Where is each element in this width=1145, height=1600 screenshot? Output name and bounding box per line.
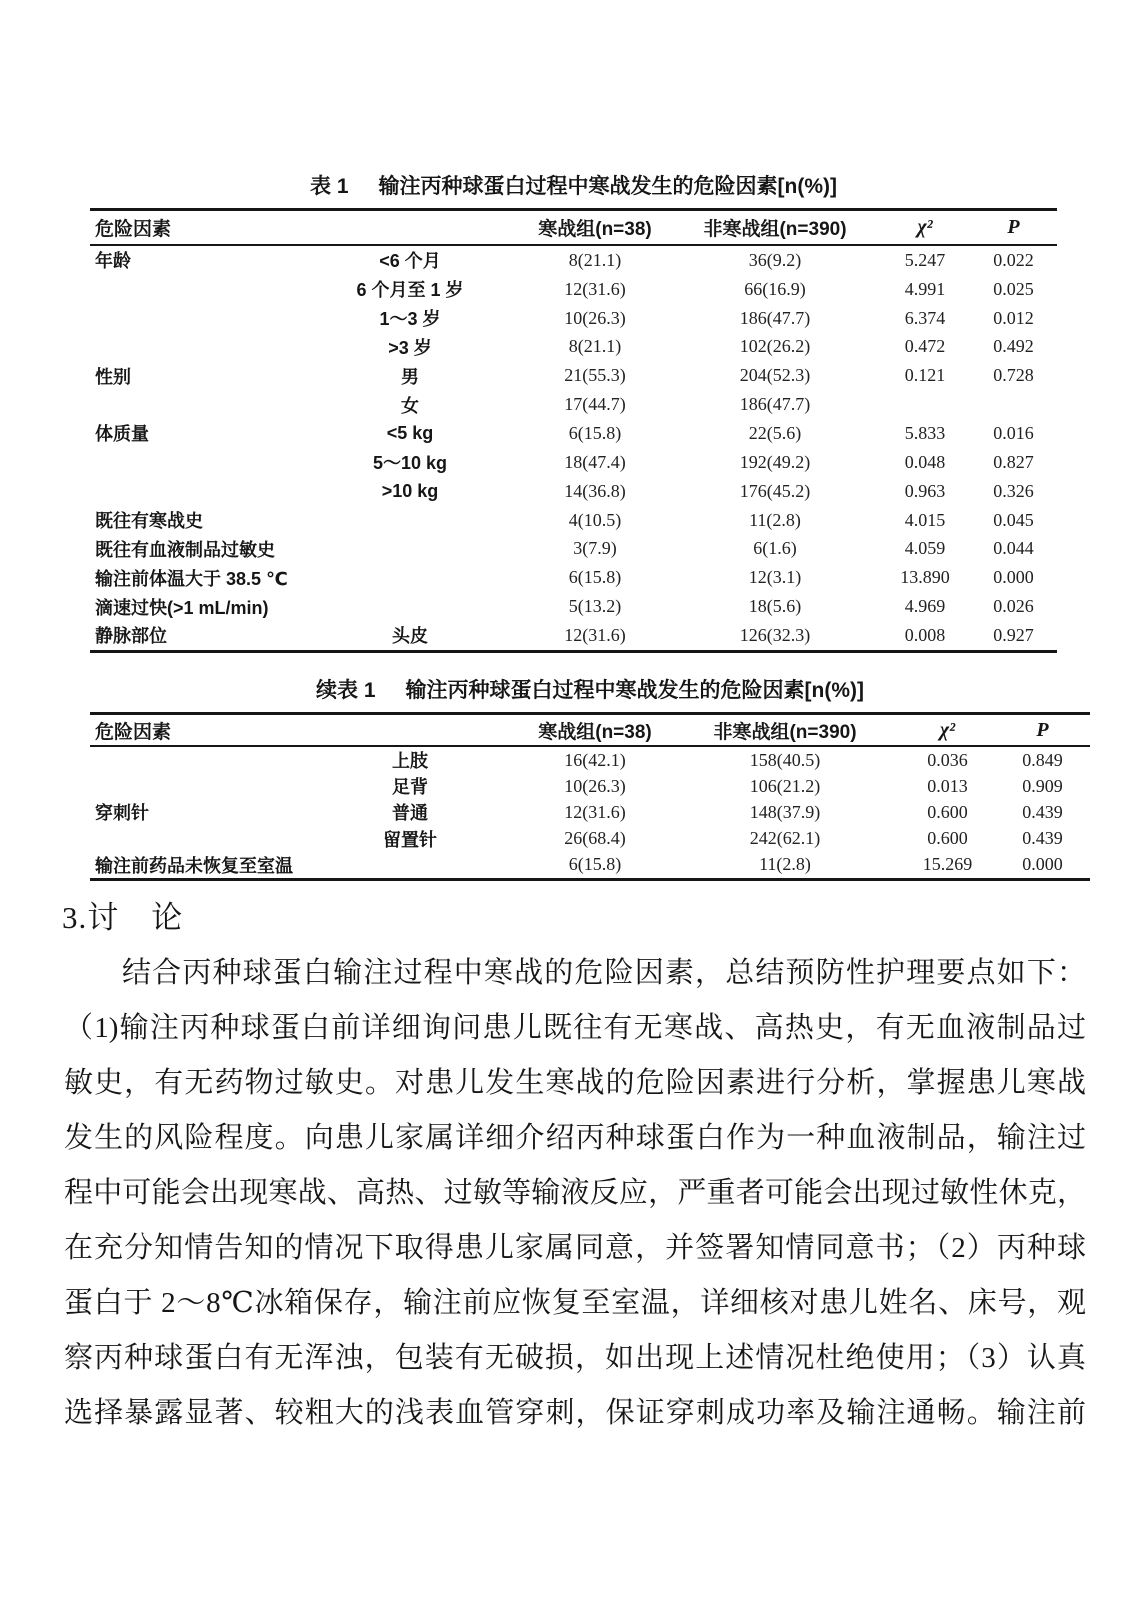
table-cell: 足背 <box>392 777 428 798</box>
table-cell: 0.045 <box>993 509 1034 530</box>
table-cell: 0.849 <box>1022 749 1063 770</box>
table-2-caption <box>90 674 1090 704</box>
table-cell: 8(21.1) <box>568 249 622 270</box>
table-cell: <5 kg <box>386 422 434 443</box>
risk-factor-table-1 <box>90 208 1057 653</box>
table-cell: >10 kg <box>381 480 439 501</box>
table-cell: 危险因素 <box>95 219 172 240</box>
table-cell: 6 个月至 1 岁 <box>356 280 464 301</box>
table-row <box>90 390 1057 419</box>
table-cell: 106(21.2) <box>749 775 821 796</box>
table-cell: 0.439 <box>1022 828 1063 849</box>
table-cell: 头皮 <box>392 626 428 647</box>
table-1-block <box>90 170 1057 653</box>
paragraph-line: 蛋白于 2～8℃冰箱保存，输注前应恢复至室温，详细核对患儿姓名、床号，观 <box>64 1287 1086 1319</box>
table-cell: 204(52.3) <box>739 365 811 386</box>
table-row <box>90 477 1057 506</box>
paragraph-line: 察丙种球蛋白有无浑浊，包装有无破损，如出现上述情况杜绝使用；（3）认真 <box>64 1342 1086 1374</box>
table-2-caption-label: 续表 1 <box>316 679 376 702</box>
paragraph-line: 结合丙种球蛋白输注过程中寒战的危险因素，总结预防性护理要点如下： <box>122 957 1086 989</box>
table-cell: 0.000 <box>1022 854 1063 875</box>
table-row <box>90 333 1057 362</box>
table-cell: 0.121 <box>904 365 946 386</box>
paragraph-line: 发生的风险程度。向患儿家属详细介绍丙种球蛋白作为一种血液制品，输注过 <box>64 1122 1086 1154</box>
table-cell: 男 <box>401 366 419 387</box>
table-cell: 36(9.2) <box>748 249 802 270</box>
paragraph-line: 在充分知情告知的情况下取得患儿家属同意，并签署知情同意书；（2）丙种球 <box>64 1232 1086 1264</box>
table-2-header <box>90 715 1090 747</box>
table-row <box>90 563 1057 592</box>
table-cell: 0.025 <box>993 278 1034 299</box>
table-cell: 15.269 <box>922 854 973 875</box>
table-cell: 4.991 <box>904 278 946 299</box>
table-cell: 4.015 <box>904 509 946 530</box>
table-cell: <6 个月 <box>379 251 441 272</box>
table-cell: 6(1.6) <box>753 538 797 559</box>
table-row <box>90 592 1057 621</box>
table-row <box>90 419 1057 448</box>
table-cell: >3 岁 <box>388 337 432 358</box>
table-cell: 102(26.2) <box>739 336 811 357</box>
table-1-caption <box>90 170 1057 200</box>
table-cell: 非寒战组(n=390) <box>703 219 847 240</box>
table-cell: 8(21.1) <box>568 336 622 357</box>
table-1-body <box>90 246 1057 650</box>
table-row <box>90 361 1057 390</box>
table-cell: 5(13.2) <box>568 596 622 617</box>
table-cell: 女 <box>401 395 419 416</box>
table-cell: 126(32.3) <box>739 624 811 645</box>
table-cell: 242(62.1) <box>749 828 821 849</box>
table-cell: P <box>1036 718 1049 741</box>
table-row <box>90 799 1090 825</box>
table-row <box>90 534 1057 563</box>
table-cell: 非寒战组(n=390) <box>713 721 857 743</box>
table-cell: 0.044 <box>993 538 1034 559</box>
risk-factor-table-2 <box>90 712 1090 881</box>
table-cell: 5.833 <box>904 422 946 443</box>
table-header-row <box>90 211 1057 244</box>
paragraph-line: 程中可能会出现寒战、高热、过敏等输液反应，严重者可能会出现过敏性休克， <box>64 1177 1086 1209</box>
table-cell: 12(31.6) <box>564 624 626 645</box>
table-cell: 3(7.9) <box>573 538 617 559</box>
table-cell: 12(3.1) <box>748 567 802 588</box>
table-row <box>90 246 1057 275</box>
table-cell: 11(2.8) <box>759 854 811 875</box>
table-cell: 5.247 <box>904 249 946 270</box>
table-row <box>90 275 1057 304</box>
table-cell: 0.439 <box>1022 801 1063 822</box>
table-2-block <box>90 674 1090 881</box>
table-cell: 192(49.2) <box>739 451 811 472</box>
table-cell: 普通 <box>392 803 428 824</box>
table-row <box>90 773 1090 799</box>
table-cell: 0.016 <box>993 422 1034 443</box>
table-row <box>90 304 1057 333</box>
table-cell: 186(47.7) <box>739 394 811 415</box>
table-cell: 11(2.8) <box>749 509 801 530</box>
table-1-header <box>90 211 1057 246</box>
table-row <box>90 506 1057 535</box>
table-cell: 寒战组(n=38) <box>538 721 652 743</box>
table-cell: 0.472 <box>904 336 946 357</box>
table-cell: P <box>1007 216 1020 238</box>
table-cell: 22(5.6) <box>748 422 802 443</box>
table-cell: 滴速过快(>1 mL/min) <box>95 597 269 618</box>
table-row <box>90 448 1057 477</box>
table-cell: 0.022 <box>993 249 1034 270</box>
table-cell: 0.013 <box>927 775 968 796</box>
table-cell: 0.026 <box>993 596 1034 617</box>
table-cell: 性别 <box>95 366 131 387</box>
table-cell: 186(47.7) <box>739 307 811 328</box>
discussion-paragraph <box>64 946 1086 1441</box>
table-cell: 21(55.3) <box>564 365 626 386</box>
table-cell: 留置针 <box>383 829 437 850</box>
table-row <box>90 621 1057 650</box>
table-cell: 176(45.2) <box>739 480 811 501</box>
table-cell: 6(15.8) <box>568 854 622 875</box>
table-cell: 66(16.9) <box>744 278 806 299</box>
discussion-heading: 3.讨 论 <box>62 900 184 935</box>
table-cell: 0.927 <box>993 624 1034 645</box>
table-cell: 148(37.9) <box>749 801 821 822</box>
table-cell: 17(44.7) <box>564 394 626 415</box>
table-cell: 体质量 <box>95 424 149 445</box>
table-cell: 1～3 岁 <box>379 309 441 330</box>
table-cell: 158(40.5) <box>749 749 821 770</box>
table-cell: 18(5.6) <box>748 596 802 617</box>
table-cell: 0.326 <box>993 480 1034 501</box>
paragraph-line: （1)输注丙种球蛋白前详细询问患儿既往有无寒战、高热史，有无血液制品过 <box>64 1012 1086 1044</box>
table-cell: 0.963 <box>904 480 946 501</box>
table-cell: 0.012 <box>993 307 1034 328</box>
table-cell: 6.374 <box>904 307 946 328</box>
table-cell: 寒战组(n=38) <box>538 219 652 240</box>
table-2-body <box>90 747 1090 878</box>
table-2-caption-title: 输注丙种球蛋白过程中寒战发生的危险因素[n(%)] <box>405 679 864 702</box>
table-cell: 10(26.3) <box>564 775 626 796</box>
table-cell: 0.909 <box>1022 775 1063 796</box>
table-cell: 16(42.1) <box>564 749 626 770</box>
table-cell: 0.048 <box>904 451 946 472</box>
table-cell: 18(47.4) <box>564 451 626 472</box>
table-cell: 10(26.3) <box>564 307 626 328</box>
table-cell: 4.059 <box>904 538 946 559</box>
table-row <box>90 852 1090 878</box>
paragraph-line: 敏史，有无药物过敏史。对患儿发生寒战的危险因素进行分析，掌握患儿寒战 <box>64 1067 1086 1099</box>
table-cell: 6(15.8) <box>568 422 622 443</box>
table-cell: 输注前药品未恢复至室温 <box>95 855 293 876</box>
table-cell: 0.492 <box>993 336 1034 357</box>
table-cell: 年龄 <box>95 251 131 272</box>
table-cell: 穿刺针 <box>95 803 149 824</box>
table-cell: 既往有寒战史 <box>95 511 203 532</box>
table-row <box>90 826 1090 852</box>
table-cell: 既往有血液制品过敏史 <box>95 539 275 560</box>
table-cell: 0.000 <box>993 567 1034 588</box>
table-cell: 输注前体温大于 38.5 ℃ <box>95 568 288 589</box>
table-cell: χ² <box>939 718 956 741</box>
table-cell: 0.827 <box>993 451 1034 472</box>
table-header-row <box>90 715 1090 745</box>
table-cell: χ² <box>917 216 933 238</box>
table-cell: 13.890 <box>900 567 950 588</box>
table-1-caption-label: 表 1 <box>310 175 349 198</box>
table-cell: 0.036 <box>927 749 968 770</box>
table-cell: 12(31.6) <box>564 801 626 822</box>
table-cell: 0.008 <box>904 624 946 645</box>
table-1-caption-title: 输注丙种球蛋白过程中寒战发生的危险因素[n(%)] <box>378 175 837 198</box>
table-cell: 14(36.8) <box>564 480 626 501</box>
table-cell: 0.600 <box>927 801 968 822</box>
table-cell: 4(10.5) <box>568 509 622 530</box>
table-cell: 0.728 <box>993 365 1034 386</box>
table-cell: 6(15.8) <box>568 567 622 588</box>
table-cell: 5～10 kg <box>372 453 448 474</box>
table-row <box>90 747 1090 773</box>
table-cell: 0.600 <box>927 828 968 849</box>
table-cell: 26(68.4) <box>564 828 626 849</box>
table-cell: 4.969 <box>904 596 946 617</box>
paragraph-line: 选择暴露显著、较粗大的浅表血管穿刺，保证穿刺成功率及输注通畅。输注前 <box>64 1397 1086 1429</box>
table-cell: 静脉部位 <box>95 626 167 647</box>
table-cell: 危险因素 <box>95 721 172 743</box>
table-cell: 12(31.6) <box>564 278 626 299</box>
table-cell: 上肢 <box>392 751 428 772</box>
